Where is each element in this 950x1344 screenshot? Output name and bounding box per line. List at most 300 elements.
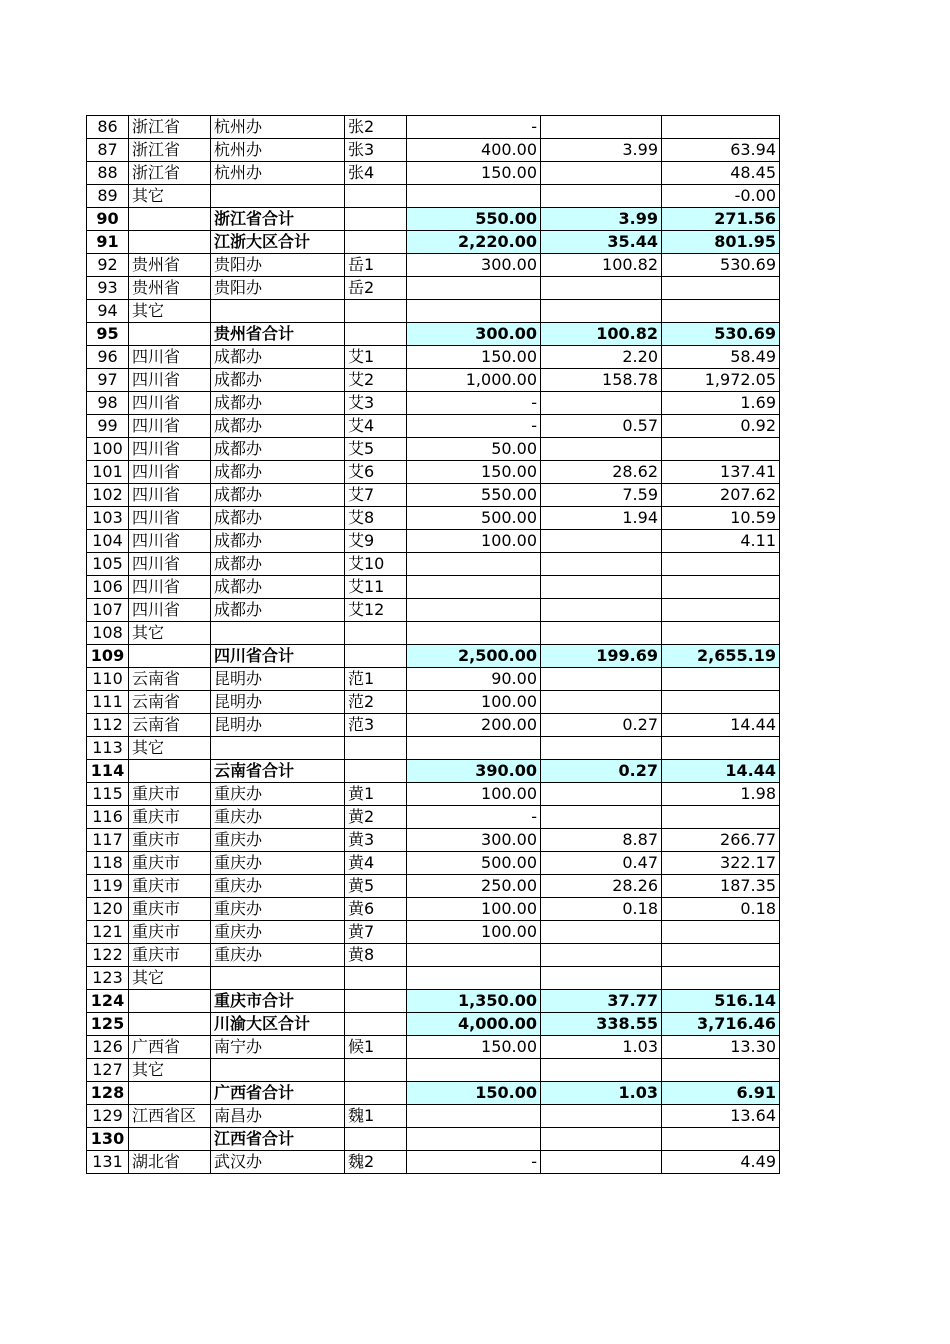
value-1-cell: - (407, 806, 541, 829)
person-cell: 岳1 (345, 254, 407, 277)
value-3-cell: 13.64 (662, 1105, 780, 1128)
row-number-cell: 121 (87, 921, 129, 944)
person-cell (345, 300, 407, 323)
value-3-cell (662, 599, 780, 622)
value-3-cell (662, 668, 780, 691)
value-2-cell: 1.03 (541, 1082, 662, 1105)
value-3-cell: 4.49 (662, 1151, 780, 1174)
person-cell (345, 1013, 407, 1036)
value-1-cell: - (407, 1151, 541, 1174)
person-cell: 张2 (345, 116, 407, 139)
province-cell: 四川省 (129, 461, 211, 484)
office-cell: 成都办 (211, 599, 345, 622)
value-2-cell: 28.62 (541, 461, 662, 484)
province-cell: 四川省 (129, 553, 211, 576)
value-1-cell: 100.00 (407, 691, 541, 714)
row-number-cell: 102 (87, 484, 129, 507)
province-cell: 重庆市 (129, 852, 211, 875)
value-3-cell (662, 116, 780, 139)
province-cell: 其它 (129, 300, 211, 323)
province-cell: 重庆市 (129, 806, 211, 829)
row-number-cell: 91 (87, 231, 129, 254)
table-row (87, 668, 780, 691)
province-cell: 广西省 (129, 1036, 211, 1059)
value-3-cell: 14.44 (662, 714, 780, 737)
office-cell: 成都办 (211, 346, 345, 369)
value-2-cell (541, 300, 662, 323)
office-cell: 贵阳办 (211, 277, 345, 300)
value-1-cell: 300.00 (407, 829, 541, 852)
office-cell: 贵州省合计 (211, 323, 345, 346)
value-1-cell: 150.00 (407, 1036, 541, 1059)
office-cell: 成都办 (211, 553, 345, 576)
value-3-cell (662, 921, 780, 944)
value-3-cell (662, 438, 780, 461)
office-cell: 重庆办 (211, 944, 345, 967)
person-cell (345, 1082, 407, 1105)
row-number-cell: 106 (87, 576, 129, 599)
person-cell: 黄5 (345, 875, 407, 898)
row-number-cell: 87 (87, 139, 129, 162)
table-row (87, 461, 780, 484)
office-cell: 重庆办 (211, 783, 345, 806)
value-1-cell: 500.00 (407, 507, 541, 530)
row-number-cell: 112 (87, 714, 129, 737)
value-3-cell: 530.69 (662, 323, 780, 346)
value-1-cell (407, 599, 541, 622)
person-cell (345, 737, 407, 760)
table-row (87, 737, 780, 760)
value-1-cell: 2,220.00 (407, 231, 541, 254)
table-row (87, 783, 780, 806)
office-cell: 成都办 (211, 530, 345, 553)
value-1-cell: - (407, 415, 541, 438)
value-3-cell: 48.45 (662, 162, 780, 185)
province-cell: 湖北省 (129, 1151, 211, 1174)
value-2-cell: 3.99 (541, 139, 662, 162)
value-2-cell: 35.44 (541, 231, 662, 254)
table-row (87, 852, 780, 875)
office-cell (211, 300, 345, 323)
value-2-cell (541, 783, 662, 806)
value-1-cell: 4,000.00 (407, 1013, 541, 1036)
table-row (87, 1059, 780, 1082)
value-1-cell: 250.00 (407, 875, 541, 898)
value-2-cell (541, 438, 662, 461)
table-row (87, 438, 780, 461)
row-number-cell: 128 (87, 1082, 129, 1105)
value-2-cell: 1.94 (541, 507, 662, 530)
value-1-cell (407, 737, 541, 760)
table-row (87, 576, 780, 599)
value-3-cell (662, 277, 780, 300)
value-1-cell: 1,350.00 (407, 990, 541, 1013)
person-cell (345, 1059, 407, 1082)
value-3-cell (662, 737, 780, 760)
province-cell: 重庆市 (129, 783, 211, 806)
row-number-cell: 95 (87, 323, 129, 346)
person-cell: 艾5 (345, 438, 407, 461)
province-cell: 四川省 (129, 415, 211, 438)
value-1-cell: 50.00 (407, 438, 541, 461)
province-cell: 重庆市 (129, 898, 211, 921)
row-number-cell: 98 (87, 392, 129, 415)
person-cell: 候1 (345, 1036, 407, 1059)
report-table (86, 115, 780, 1174)
office-cell: 浙江省合计 (211, 208, 345, 231)
row-number-cell: 119 (87, 875, 129, 898)
value-2-cell (541, 921, 662, 944)
table-row (87, 162, 780, 185)
person-cell: 艾2 (345, 369, 407, 392)
value-2-cell: 199.69 (541, 645, 662, 668)
person-cell: 黄6 (345, 898, 407, 921)
person-cell: 艾4 (345, 415, 407, 438)
value-1-cell: - (407, 392, 541, 415)
person-cell: 黄4 (345, 852, 407, 875)
person-cell: 黄1 (345, 783, 407, 806)
row-number-cell: 117 (87, 829, 129, 852)
office-cell (211, 967, 345, 990)
table-row (87, 1105, 780, 1128)
table-row (87, 1036, 780, 1059)
value-3-cell: 187.35 (662, 875, 780, 898)
value-3-cell: 322.17 (662, 852, 780, 875)
person-cell: 艾1 (345, 346, 407, 369)
person-cell (345, 185, 407, 208)
value-3-cell (662, 300, 780, 323)
row-number-cell: 89 (87, 185, 129, 208)
person-cell (345, 760, 407, 783)
person-cell: 艾8 (345, 507, 407, 530)
subtotal-row (87, 1128, 780, 1151)
province-cell: 重庆市 (129, 829, 211, 852)
table-row (87, 392, 780, 415)
value-2-cell: 7.59 (541, 484, 662, 507)
value-2-cell: 2.20 (541, 346, 662, 369)
value-3-cell: 266.77 (662, 829, 780, 852)
office-cell (211, 737, 345, 760)
subtotal-row (87, 1082, 780, 1105)
row-number-cell: 114 (87, 760, 129, 783)
person-cell (345, 323, 407, 346)
person-cell (345, 231, 407, 254)
province-cell: 贵州省 (129, 254, 211, 277)
person-cell: 岳2 (345, 277, 407, 300)
value-3-cell: 137.41 (662, 461, 780, 484)
row-number-cell: 86 (87, 116, 129, 139)
person-cell: 范2 (345, 691, 407, 714)
office-cell: 成都办 (211, 415, 345, 438)
value-1-cell: 2,500.00 (407, 645, 541, 668)
table-row (87, 346, 780, 369)
value-1-cell (407, 1105, 541, 1128)
row-number-cell: 118 (87, 852, 129, 875)
person-cell: 黄2 (345, 806, 407, 829)
row-number-cell: 108 (87, 622, 129, 645)
person-cell (345, 1128, 407, 1151)
value-1-cell: - (407, 116, 541, 139)
row-number-cell: 120 (87, 898, 129, 921)
person-cell: 艾6 (345, 461, 407, 484)
subtotal-row (87, 323, 780, 346)
value-3-cell: 0.92 (662, 415, 780, 438)
value-1-cell (407, 1059, 541, 1082)
office-cell: 成都办 (211, 507, 345, 530)
table-row (87, 714, 780, 737)
row-number-cell: 131 (87, 1151, 129, 1174)
office-cell: 成都办 (211, 576, 345, 599)
office-cell: 贵阳办 (211, 254, 345, 277)
province-cell: 浙江省 (129, 139, 211, 162)
person-cell: 魏1 (345, 1105, 407, 1128)
subtotal-row (87, 231, 780, 254)
row-number-cell: 99 (87, 415, 129, 438)
value-3-cell: 801.95 (662, 231, 780, 254)
person-cell: 艾11 (345, 576, 407, 599)
province-cell (129, 231, 211, 254)
value-2-cell (541, 737, 662, 760)
value-2-cell: 0.27 (541, 760, 662, 783)
row-number-cell: 111 (87, 691, 129, 714)
table-row (87, 944, 780, 967)
row-number-cell: 126 (87, 1036, 129, 1059)
subtotal-row (87, 1013, 780, 1036)
office-cell: 重庆办 (211, 829, 345, 852)
province-cell: 浙江省 (129, 116, 211, 139)
province-cell (129, 1013, 211, 1036)
value-3-cell (662, 967, 780, 990)
row-number-cell: 109 (87, 645, 129, 668)
person-cell (345, 967, 407, 990)
person-cell: 张3 (345, 139, 407, 162)
office-cell: 云南省合计 (211, 760, 345, 783)
province-cell: 四川省 (129, 369, 211, 392)
value-2-cell: 37.77 (541, 990, 662, 1013)
report-table-body (87, 116, 780, 1174)
province-cell (129, 208, 211, 231)
value-1-cell (407, 185, 541, 208)
province-cell: 四川省 (129, 576, 211, 599)
person-cell: 艾7 (345, 484, 407, 507)
value-2-cell: 158.78 (541, 369, 662, 392)
value-3-cell: 10.59 (662, 507, 780, 530)
province-cell: 重庆市 (129, 944, 211, 967)
value-1-cell: 200.00 (407, 714, 541, 737)
value-1-cell (407, 277, 541, 300)
province-cell: 四川省 (129, 392, 211, 415)
subtotal-row (87, 760, 780, 783)
province-cell: 云南省 (129, 714, 211, 737)
row-number-cell: 116 (87, 806, 129, 829)
value-2-cell: 0.57 (541, 415, 662, 438)
row-number-cell: 113 (87, 737, 129, 760)
value-3-cell (662, 1059, 780, 1082)
value-2-cell: 100.82 (541, 254, 662, 277)
table-row (87, 599, 780, 622)
office-cell: 重庆办 (211, 852, 345, 875)
person-cell: 艾3 (345, 392, 407, 415)
province-cell: 四川省 (129, 507, 211, 530)
row-number-cell: 130 (87, 1128, 129, 1151)
office-cell (211, 622, 345, 645)
value-3-cell: 1.69 (662, 392, 780, 415)
table-row (87, 139, 780, 162)
value-1-cell: 100.00 (407, 530, 541, 553)
value-2-cell: 0.27 (541, 714, 662, 737)
value-1-cell: 300.00 (407, 254, 541, 277)
office-cell (211, 185, 345, 208)
subtotal-row (87, 645, 780, 668)
value-2-cell: 28.26 (541, 875, 662, 898)
office-cell: 重庆办 (211, 806, 345, 829)
value-3-cell: 3,716.46 (662, 1013, 780, 1036)
value-1-cell (407, 944, 541, 967)
row-number-cell: 90 (87, 208, 129, 231)
province-cell: 其它 (129, 1059, 211, 1082)
province-cell: 四川省 (129, 346, 211, 369)
value-1-cell: 150.00 (407, 346, 541, 369)
table-row (87, 185, 780, 208)
value-3-cell: 530.69 (662, 254, 780, 277)
value-3-cell: 2,655.19 (662, 645, 780, 668)
office-cell: 重庆市合计 (211, 990, 345, 1013)
province-cell (129, 323, 211, 346)
row-number-cell: 110 (87, 668, 129, 691)
value-3-cell (662, 1128, 780, 1151)
row-number-cell: 92 (87, 254, 129, 277)
table-row (87, 254, 780, 277)
value-3-cell: 271.56 (662, 208, 780, 231)
table-row (87, 507, 780, 530)
province-cell: 江西省区 (129, 1105, 211, 1128)
office-cell: 川渝大区合计 (211, 1013, 345, 1036)
office-cell (211, 1059, 345, 1082)
province-cell: 四川省 (129, 438, 211, 461)
province-cell: 四川省 (129, 599, 211, 622)
value-3-cell: 207.62 (662, 484, 780, 507)
province-cell: 四川省 (129, 484, 211, 507)
person-cell: 黄3 (345, 829, 407, 852)
office-cell: 昆明办 (211, 691, 345, 714)
province-cell: 四川省 (129, 530, 211, 553)
value-1-cell: 550.00 (407, 484, 541, 507)
office-cell: 重庆办 (211, 898, 345, 921)
province-cell (129, 645, 211, 668)
table-row (87, 369, 780, 392)
value-2-cell (541, 1151, 662, 1174)
value-2-cell: 100.82 (541, 323, 662, 346)
office-cell: 南宁办 (211, 1036, 345, 1059)
value-1-cell (407, 622, 541, 645)
value-3-cell: 13.30 (662, 1036, 780, 1059)
value-3-cell (662, 553, 780, 576)
office-cell: 杭州办 (211, 116, 345, 139)
value-3-cell: 4.11 (662, 530, 780, 553)
value-2-cell (541, 668, 662, 691)
province-cell: 重庆市 (129, 921, 211, 944)
row-number-cell: 93 (87, 277, 129, 300)
province-cell (129, 1082, 211, 1105)
value-2-cell (541, 806, 662, 829)
table-row (87, 622, 780, 645)
value-1-cell (407, 553, 541, 576)
value-1-cell: 1,000.00 (407, 369, 541, 392)
office-cell: 四川省合计 (211, 645, 345, 668)
value-2-cell (541, 944, 662, 967)
person-cell: 艾9 (345, 530, 407, 553)
person-cell: 艾12 (345, 599, 407, 622)
value-2-cell (541, 599, 662, 622)
row-number-cell: 129 (87, 1105, 129, 1128)
table-row (87, 415, 780, 438)
value-3-cell: 516.14 (662, 990, 780, 1013)
value-3-cell: 58.49 (662, 346, 780, 369)
person-cell: 范3 (345, 714, 407, 737)
value-2-cell: 8.87 (541, 829, 662, 852)
value-1-cell: 550.00 (407, 208, 541, 231)
value-2-cell: 338.55 (541, 1013, 662, 1036)
subtotal-row (87, 208, 780, 231)
office-cell: 杭州办 (211, 162, 345, 185)
province-cell: 其它 (129, 622, 211, 645)
row-number-cell: 101 (87, 461, 129, 484)
person-cell (345, 645, 407, 668)
value-1-cell: 400.00 (407, 139, 541, 162)
value-2-cell (541, 1059, 662, 1082)
person-cell (345, 622, 407, 645)
row-number-cell: 124 (87, 990, 129, 1013)
value-2-cell: 1.03 (541, 1036, 662, 1059)
province-cell: 云南省 (129, 668, 211, 691)
row-number-cell: 107 (87, 599, 129, 622)
value-3-cell (662, 576, 780, 599)
province-cell: 重庆市 (129, 875, 211, 898)
province-cell: 其它 (129, 185, 211, 208)
row-number-cell: 125 (87, 1013, 129, 1036)
office-cell: 昆明办 (211, 714, 345, 737)
value-1-cell: 300.00 (407, 323, 541, 346)
value-2-cell (541, 553, 662, 576)
table-row (87, 829, 780, 852)
value-2-cell (541, 185, 662, 208)
table-row (87, 967, 780, 990)
value-3-cell: 1,972.05 (662, 369, 780, 392)
row-number-cell: 103 (87, 507, 129, 530)
table-row (87, 921, 780, 944)
value-1-cell: 500.00 (407, 852, 541, 875)
value-2-cell: 3.99 (541, 208, 662, 231)
row-number-cell: 127 (87, 1059, 129, 1082)
table-row (87, 116, 780, 139)
person-cell (345, 990, 407, 1013)
province-cell: 其它 (129, 737, 211, 760)
office-cell: 成都办 (211, 369, 345, 392)
province-cell (129, 1128, 211, 1151)
person-cell: 范1 (345, 668, 407, 691)
province-cell: 贵州省 (129, 277, 211, 300)
value-3-cell (662, 691, 780, 714)
person-cell: 黄7 (345, 921, 407, 944)
row-number-cell: 122 (87, 944, 129, 967)
value-3-cell: 63.94 (662, 139, 780, 162)
value-3-cell: 0.18 (662, 898, 780, 921)
office-cell: 成都办 (211, 392, 345, 415)
office-cell: 南昌办 (211, 1105, 345, 1128)
province-cell: 其它 (129, 967, 211, 990)
row-number-cell: 100 (87, 438, 129, 461)
table-row (87, 806, 780, 829)
